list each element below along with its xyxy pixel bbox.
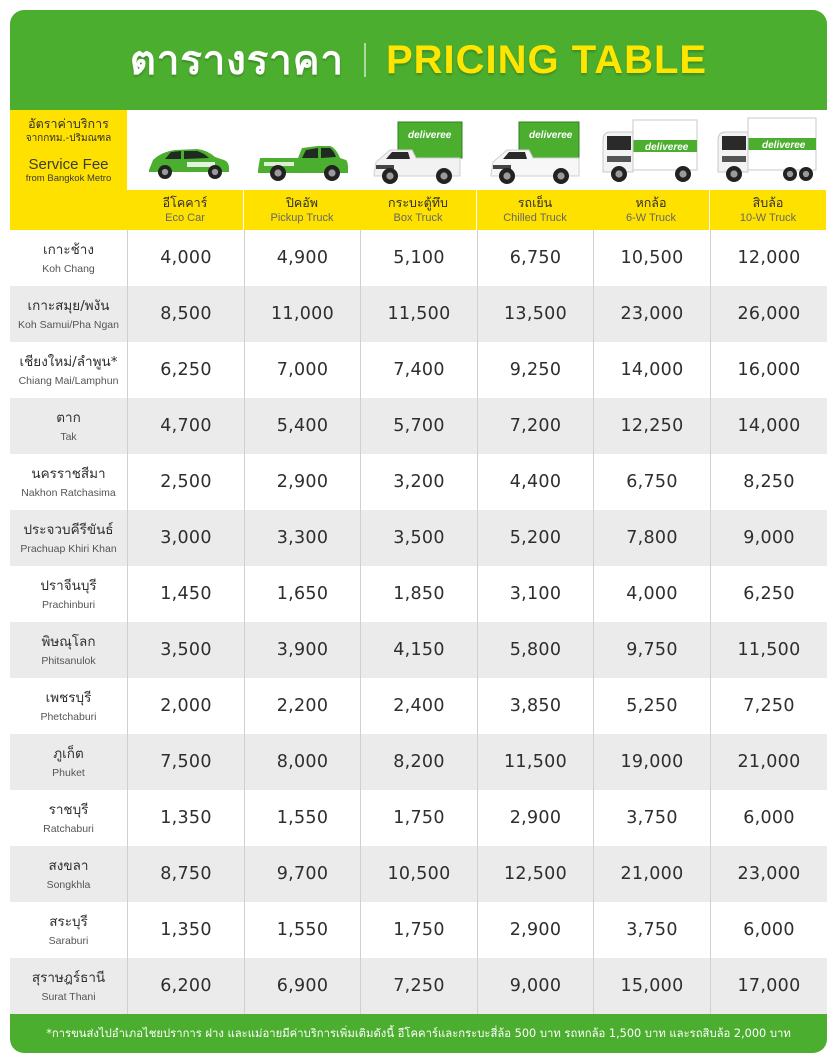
price-cell [127,678,244,734]
price-value: 16,000 [737,360,801,380]
vehicle-label [360,190,476,230]
price-value: 7,800 [626,528,678,548]
price-value: 4,400 [509,472,562,492]
price-cell [710,790,827,846]
price-cell [127,734,244,790]
price-cell [244,566,360,622]
price-cell [360,230,477,286]
price-cell [710,566,827,622]
price-value: 17,000 [737,976,801,996]
price-cell [360,958,477,1014]
vehicle-name-en: Box Truck [393,212,443,224]
destination-name-th: นครราชสีมา [31,465,106,482]
svg-text:deliveree: deliveree [645,142,689,153]
price-cell [477,902,593,958]
table-row [10,342,827,398]
price-value: 4,150 [393,640,445,660]
destination-name-en: Prachinburi [41,598,96,611]
destination-cell [10,902,127,958]
price-value: 6,750 [626,472,678,492]
destination-cell [10,790,127,846]
price-cell [127,230,244,286]
price-cell [127,622,244,678]
pickup-truck-icon [244,110,360,190]
price-cell [710,510,827,566]
vehicle-name-th: กระบะตู้ทึบ [388,195,448,210]
price-cell [127,454,244,510]
price-value: 1,850 [393,584,445,604]
price-cell [593,846,710,902]
price-cell [593,398,710,454]
destination-name-en: Phetchaburi [40,710,97,723]
destination-cell [10,342,127,398]
price-value: 9,700 [276,864,329,884]
price-cell [593,566,710,622]
price-value: 10,500 [620,248,684,268]
title-english: PRICING TABLE [385,37,708,82]
destination-cell [10,734,127,790]
destination-name-en: Tak [60,430,77,443]
vehicle-column-10-w-truck [710,110,827,230]
vehicle-name-th: หกล้อ [635,195,667,210]
price-value: 11,000 [270,304,335,324]
price-cell [477,958,593,1014]
price-value: 23,000 [737,864,801,884]
service-fee-header [10,110,127,230]
price-value: 3,500 [393,528,445,548]
price-value: 5,400 [276,416,329,436]
vehicle-name-th: อีโคคาร์ [162,195,208,210]
price-value: 3,850 [509,696,562,716]
destination-name-th: เชียงใหม่/ลำพูน* [19,353,118,370]
price-value: 4,000 [160,248,212,268]
destination-name-th: ปราจีนบุรี [40,577,97,594]
price-value: 7,400 [393,360,445,380]
price-cell [593,678,710,734]
price-cell [244,398,360,454]
vehicle-label [477,190,593,230]
vehicle-column-box-truck [360,110,477,230]
vehicle-name-en: Pickup Truck [270,212,334,224]
price-value: 3,000 [160,528,212,548]
vehicle-name-en: 6-W Truck [625,212,677,224]
price-cell [477,454,593,510]
vehicle-name-en: Eco Car [165,212,205,224]
price-value: 4,000 [626,584,678,604]
vehicle-label [710,190,826,230]
price-cell [127,342,244,398]
price-cell [360,454,477,510]
price-value: 7,200 [509,416,562,436]
destination-name-th: พิษณุโลก [41,633,96,650]
price-cell [710,454,827,510]
price-value: 3,500 [160,640,212,660]
title-divider [364,43,366,77]
pricing-card [10,10,827,1053]
destination-name-th: สระบุรี [49,913,88,930]
price-value: 1,550 [276,808,329,828]
price-value: 8,500 [160,304,212,324]
price-cell [360,902,477,958]
price-value: 14,000 [620,360,684,380]
price-cell [244,790,360,846]
destination-name-th: เกาะช้าง [43,241,94,258]
price-value: 13,500 [503,304,568,324]
price-cell [710,622,827,678]
vehicle-name-th: สิบล้อ [752,195,784,210]
price-cell [244,510,360,566]
vehicle-label [244,190,360,230]
destination-cell [10,566,127,622]
chilled-truck-icon [477,110,593,190]
price-cell [710,678,827,734]
destination-cell [10,398,127,454]
price-cell [244,286,360,342]
table-row [10,678,827,734]
price-cell [593,622,710,678]
price-cell [710,286,827,342]
price-value: 11,500 [737,640,801,660]
price-value: 15,000 [620,976,684,996]
price-value: 1,750 [393,808,445,828]
price-cell [360,342,477,398]
price-value: 1,650 [276,584,329,604]
price-value: 19,000 [620,752,684,772]
price-cell [593,958,710,1014]
price-value: 12,500 [503,864,568,884]
price-value: 6,000 [743,920,795,940]
price-value: 7,250 [743,696,795,716]
price-cell [477,286,593,342]
price-cell [477,342,593,398]
price-cell [593,510,710,566]
price-value: 6,750 [509,248,562,268]
price-value: 2,400 [393,696,445,716]
price-value: 9,000 [743,528,795,548]
price-cell [477,566,593,622]
price-cell [127,566,244,622]
price-value: 11,500 [387,304,451,324]
table-row [10,230,827,286]
price-value: 21,000 [737,752,801,772]
svg-text:deliveree: deliveree [529,130,573,141]
price-cell [593,454,710,510]
price-cell [360,510,477,566]
price-value: 3,300 [276,528,329,548]
price-cell [477,398,593,454]
price-cell [477,510,593,566]
price-cell [477,678,593,734]
price-value: 21,000 [620,864,684,884]
table-row [10,286,827,342]
price-value: 1,350 [160,920,212,940]
price-value: 26,000 [737,304,801,324]
price-value: 5,800 [509,640,562,660]
table-row [10,566,827,622]
price-value: 2,900 [509,920,562,940]
price-value: 1,350 [160,808,212,828]
header [10,10,827,110]
price-value: 3,900 [276,640,329,660]
table-row [10,734,827,790]
price-value: 4,700 [160,416,212,436]
price-cell [244,454,360,510]
vehicle-name-en: 10-W Truck [739,212,797,224]
price-value: 9,750 [626,640,678,660]
table-row [10,454,827,510]
price-value: 8,750 [160,864,212,884]
price-cell [244,846,360,902]
price-value: 6,900 [276,976,329,996]
destination-cell [10,454,127,510]
price-cell [593,230,710,286]
price-value: 11,500 [503,752,568,772]
service-fee-sub-en: from Bangkok Metro [25,173,112,184]
vehicle-label [593,190,709,230]
price-cell [477,230,593,286]
price-cell [593,342,710,398]
destination-cell [10,678,127,734]
price-cell [127,286,244,342]
price-cell [593,286,710,342]
price-cell [360,286,477,342]
six-wheel-truck-icon [593,110,709,190]
price-value: 12,250 [620,416,684,436]
price-cell [477,846,593,902]
price-value: 6,250 [743,584,795,604]
price-cell [244,958,360,1014]
price-cell [244,902,360,958]
price-value: 5,100 [393,248,445,268]
price-cell [593,790,710,846]
destination-cell [10,510,127,566]
price-cell [710,342,827,398]
vehicle-column-eco-car [127,110,244,230]
price-value: 1,550 [276,920,329,940]
price-value: 1,750 [393,920,445,940]
price-value: 4,900 [276,248,329,268]
svg-text:deliveree: deliveree [408,130,452,141]
destination-name-th: ราชบุรี [48,801,89,818]
destination-name-th: เกาะสมุย/พงัน [27,297,110,314]
price-cell [127,398,244,454]
price-cell [127,790,244,846]
price-cell [710,846,827,902]
destination-cell [10,286,127,342]
price-value: 2,000 [160,696,212,716]
price-cell [360,790,477,846]
price-value: 2,200 [276,696,329,716]
price-cell [244,342,360,398]
vehicle-label [127,190,243,230]
price-cell [710,398,827,454]
footer [10,1013,827,1053]
price-cell [244,734,360,790]
destination-cell [10,846,127,902]
vehicle-name-th: รถเย็น [517,195,553,210]
price-cell [360,678,477,734]
box-truck-icon [360,110,476,190]
title-thai: ตารางราคา [129,38,344,84]
price-cell [127,510,244,566]
table-row [10,622,827,678]
price-value: 2,500 [160,472,212,492]
destination-name-th: สงขลา [48,857,89,874]
price-cell [127,902,244,958]
destination-cell [10,622,127,678]
destination-name-en: Koh Samui/Pha Ngan [18,318,119,331]
price-cell [244,230,360,286]
price-value: 6,000 [743,808,795,828]
price-cell [710,958,827,1014]
destination-cell [10,958,127,1014]
vehicle-column-chilled-truck [477,110,593,230]
price-cell [360,846,477,902]
price-value: 8,200 [393,752,445,772]
table-row [10,958,827,1014]
table-header [10,110,827,230]
price-cell [477,734,593,790]
destination-name-en: Saraburi [48,934,89,947]
price-value: 2,900 [509,808,562,828]
price-value: 3,200 [393,472,445,492]
table-row [10,902,827,958]
destination-name-en: Phitsanulok [41,654,96,667]
destination-name-en: Chiang Mai/Lamphun [18,374,119,387]
price-value: 12,000 [737,248,801,268]
price-cell [710,734,827,790]
price-cell [360,566,477,622]
destination-name-th: สุราษฎร์ธานี [31,969,106,986]
destination-name-th: ภูเก็ต [53,745,84,762]
service-fee-label-en: Service Fee [28,156,109,173]
price-value: 14,000 [737,416,801,436]
price-value: 23,000 [620,304,684,324]
price-value: 9,250 [509,360,562,380]
destination-name-th: ตาก [56,409,81,426]
price-cell [244,678,360,734]
price-value: 2,900 [276,472,329,492]
destination-name-th: ประจวบคีรีขันธ์ [23,521,114,538]
price-value: 7,000 [276,360,329,380]
pricing-table [10,110,827,1013]
table-row [10,398,827,454]
destination-name-en: Nakhon Ratchasima [21,486,116,499]
destination-name-en: Surat Thani [41,990,96,1003]
table-row [10,846,827,902]
vehicle-name-th: ปิคอัพ [285,195,319,210]
destination-name-en: Phuket [52,766,85,779]
price-value: 5,250 [626,696,678,716]
price-value: 6,200 [160,976,212,996]
price-value: 1,450 [160,584,212,604]
price-value: 3,750 [626,808,678,828]
price-value: 7,500 [160,752,212,772]
price-value: 7,250 [393,976,445,996]
ten-wheel-truck-icon [710,110,826,190]
destination-name-en: Ratchaburi [43,822,94,835]
destination-name-th: เพชรบุรี [45,689,92,706]
vehicle-name-en: Chilled Truck [503,212,567,224]
table-body [10,230,827,1014]
price-cell [244,622,360,678]
price-cell [360,734,477,790]
price-value: 8,250 [743,472,795,492]
eco-car-icon [127,110,243,190]
price-cell [127,846,244,902]
price-value: 9,000 [509,976,562,996]
vehicle-column-6-w-truck [593,110,710,230]
service-fee-label-th: อัตราค่าบริการ [28,116,109,131]
destination-name-en: Songkhla [46,878,91,891]
table-row [10,510,827,566]
price-value: 5,200 [509,528,562,548]
price-cell [477,622,593,678]
destination-name-en: Koh Chang [42,262,95,275]
price-value: 6,250 [160,360,212,380]
destination-cell [10,230,127,286]
price-value: 5,700 [393,416,445,436]
price-cell [127,958,244,1014]
price-value: 3,100 [509,584,562,604]
price-value: 8,000 [276,752,329,772]
vehicle-column-pickup-truck [244,110,360,230]
price-value: 10,500 [387,864,451,884]
table-row [10,790,827,846]
price-cell [593,734,710,790]
price-cell [360,622,477,678]
svg-text:deliveree: deliveree [762,140,806,151]
price-cell [593,902,710,958]
price-cell [710,230,827,286]
price-value: 3,750 [626,920,678,940]
footnote: *การขนส่งไปอำเภอไชยปราการ ฝาง และแม่อายมีค่าบริการเพิ่มเติมดังนี้ อีโคคาร์และกระบะสี่ล้อ 500 บาท รถหกล้อ 1,500 บาท และรถสิบล้อ 2,000 บาท [46,1027,791,1040]
price-cell [477,790,593,846]
service-fee-sub-th: จากกทม.-ปริมณฑล [25,133,112,144]
price-cell [360,398,477,454]
destination-name-en: Prachuap Khiri Khan [20,542,117,555]
price-cell [710,902,827,958]
